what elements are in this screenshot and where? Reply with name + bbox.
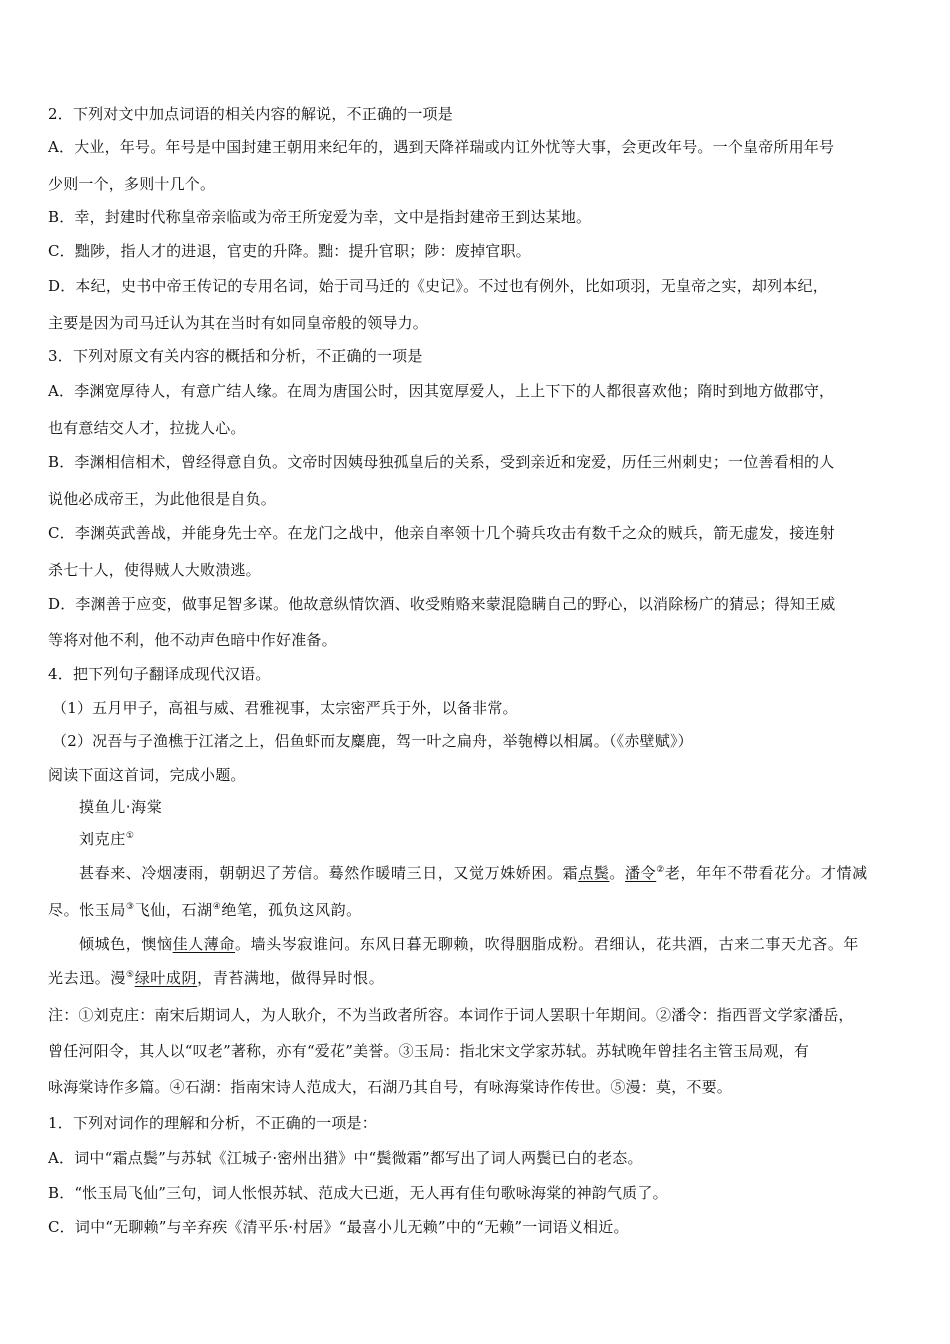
poem-author-name: 刘克庄 bbox=[79, 830, 126, 848]
footnote-mark: ② bbox=[656, 865, 665, 875]
q2-option-d: D．本纪，史书中帝王传记的专用名词，始于司马迁的《史记》。不过也有例外，比如项羽，无皇帝之实，却列本纪， bbox=[48, 277, 828, 295]
underlined-phrase: 绿叶成阴 bbox=[134, 969, 198, 987]
q3-option-a-cont: 也有意结交人才，拉拢人心。 bbox=[48, 419, 246, 437]
footnote-mark: ⑤ bbox=[126, 970, 135, 980]
footnote-mark: ③ bbox=[126, 902, 135, 912]
q4-sentence-1: （1）五月甲子，高祖与威、君雅视事，太宗密严兵于外，以备非常。 bbox=[52, 699, 518, 717]
poem-author bbox=[79, 829, 909, 849]
poem-text: 光去迅。漫 bbox=[48, 969, 127, 987]
underlined-phrase: 佳人薄命 bbox=[172, 935, 236, 953]
poem-line-1 bbox=[79, 863, 909, 883]
q2-option-a-cont: 少则一个，多则十几个。 bbox=[48, 175, 216, 193]
underlined-phrase: 点鬓 bbox=[578, 864, 610, 882]
footnote-mark: ④ bbox=[212, 902, 222, 912]
notes-line-1: 注：①刘克庄：南宋后期词人，为人耿介，不为当政者所容。本词作于词人罢职十年期间。②潘令：指西晋文学家潘岳， bbox=[48, 1006, 854, 1024]
poem-text: 老，年年不带看花分。才情减 bbox=[664, 864, 868, 882]
reading-intro: 阅读下面这首词，完成小题。 bbox=[48, 766, 246, 784]
question-4-stem: 4．把下列句子翻译成现代汉语。 bbox=[48, 665, 271, 683]
poem-text: 绝笔，孤负这风韵。 bbox=[221, 901, 362, 919]
q1-option-a: A．词中“霜点鬓”与苏轼《江城子·密州出猎》中“鬓微霜”都写出了词人两鬓已白的老态。 bbox=[48, 1149, 643, 1167]
poem-text: 尽。怅玉局 bbox=[48, 901, 127, 919]
q3-option-b: B．李渊相信相术，曾经得意自负。文帝时因姨母独孤皇后的关系，受到亲近和宠爱，历任三州刺史；一位善看相的人 bbox=[48, 453, 835, 471]
q2-option-b: B．幸，封建时代称皇帝亲临或为帝王所宠爱为幸，文中是指封建帝王到达某地。 bbox=[48, 208, 592, 226]
poem-title: 摸鱼儿·海棠 bbox=[79, 798, 163, 816]
q2-option-a: A．大业，年号。年号是中国封建王朝用来纪年的，遇到天降祥瑞或内讧外忧等大事，会更改年号。一个皇帝所用年号 bbox=[48, 138, 835, 156]
q3-option-d: D．李渊善于应变，做事足智多谋。他故意纵情饮酒、收受贿赂来蒙混隐瞒自己的野心，以消除杨广的猜忌；得知王威 bbox=[48, 595, 836, 613]
question-3-stem: 3．下列对原文有关内容的概括和分析，不正确的一项是 bbox=[48, 347, 423, 365]
poem-text: 飞仙，石湖 bbox=[134, 901, 213, 919]
poem-line-3 bbox=[79, 934, 909, 954]
poem-text: 。 bbox=[609, 864, 626, 882]
q3-option-d-cont: 等将对他不利，他不动声色暗中作好准备。 bbox=[48, 631, 337, 649]
question-1-stem: 1．下列对词作的理解和分析，不正确的一项是： bbox=[48, 1114, 377, 1132]
q4-sentence-2: （2）况吾与子渔樵于江渚之上，侣鱼虾而友麋鹿，驾一叶之扁舟，举匏樽以相属。（《赤壁赋》） bbox=[52, 732, 693, 750]
q2-option-c: C．黜陟，指人才的进退，官吏的升降。黜：提升官职；陟：废掉官职。 bbox=[48, 242, 531, 260]
notes-line-3: 咏海棠诗作多篇。④石湖：指南宋诗人范成大，石湖乃其自号，有咏海棠诗作传世。⑤漫：莫，不要。 bbox=[48, 1078, 733, 1096]
underlined-phrase: 潘令 bbox=[625, 864, 657, 882]
q1-option-b: B．“怅玉局飞仙”三句，词人怅恨苏轼、范成大已逝，无人再有佳句歌咏海棠的神韵气质了。 bbox=[48, 1184, 668, 1202]
poem-text: 甚春来、冷烟凄雨，朝朝迟了芳信。蓦然作暖晴三日，又觉万姝娇困。霜 bbox=[79, 864, 579, 882]
poem-line-2 bbox=[48, 900, 908, 920]
notes-line-2: 曾任河阳令，其人以“叹老”著称，亦有“爱花”美誉。③玉局：指北宋文学家苏轼。苏轼晚年曾挂名主管玉局观，有 bbox=[48, 1042, 810, 1060]
q3-option-c: C．李渊英武善战，并能身先士卒。在龙门之战中，他亲自率领十几个骑兵攻击有数千之众的贼兵，箭无虚发，接连射 bbox=[48, 524, 835, 542]
q3-option-b-cont: 说他必成帝王，为此他很是自负。 bbox=[48, 490, 277, 508]
poem-text: ，青苔满地，做得异时恨。 bbox=[197, 969, 385, 987]
q2-option-d-cont: 主要是因为司马迁认为其在当时有如同皇帝般的领导力。 bbox=[48, 314, 429, 332]
poem-line-4 bbox=[48, 968, 908, 988]
question-2-stem: 2．下列对文中加点词语的相关内容的解说，不正确的一项是 bbox=[48, 105, 453, 123]
q3-option-c-cont: 杀七十人，使得贼人大败溃逃。 bbox=[48, 561, 261, 579]
q1-option-c: C．词中“无聊赖”与辛弃疾《清平乐·村居》“最喜小儿无赖”中的“无赖”一词语义相近。 bbox=[48, 1218, 629, 1236]
poem-text: 倾城色，懊恼 bbox=[79, 935, 173, 953]
footnote-mark: ① bbox=[125, 831, 135, 841]
q3-option-a: A．李渊宽厚待人，有意广结人缘。在周为唐国公时，因其宽厚爱人，上上下下的人都很喜欢他；隋时到地方做郡守， bbox=[48, 382, 835, 400]
poem-text: 。墙头岑寂谁问。东风日暮无聊赖，吹得胭脂成粉。君细认，花共酒，古来二事天尤吝。年 bbox=[235, 935, 860, 953]
